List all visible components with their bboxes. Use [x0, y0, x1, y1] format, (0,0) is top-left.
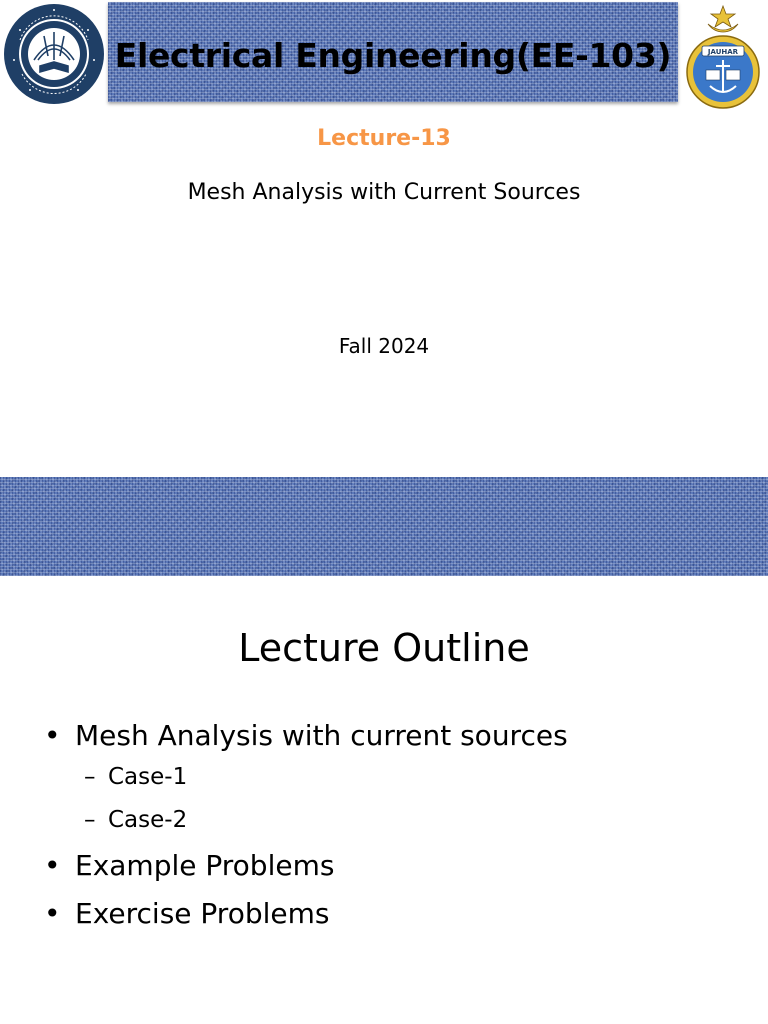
outline-item-label: Mesh Analysis with current sources: [75, 719, 568, 752]
bullet-icon: •: [44, 849, 61, 882]
outline-item-exercise-problems: [44, 896, 744, 940]
semester-label: Fall 2024: [338, 334, 430, 358]
course-title: Electrical Engineering(EE-103): [114, 36, 672, 75]
outline-heading: Lecture Outline: [238, 626, 530, 670]
lecture-topic: Mesh Analysis with Current Sources: [187, 180, 581, 205]
nust-seal-logo: [0, 0, 108, 108]
outline-subitem-case-1: [44, 762, 744, 805]
slide-divider-band: [0, 477, 768, 576]
title-banner: [108, 2, 678, 102]
outline-subitem-label: Case-1: [108, 764, 188, 790]
lecture-number: Lecture-13: [317, 126, 451, 151]
bullet-icon: •: [44, 719, 61, 752]
jauhar-emblem-logo: [680, 2, 766, 110]
bullet-icon: •: [44, 897, 61, 930]
outline-list: [44, 718, 744, 940]
svg-text:JAUHAR: JAUHAR: [707, 48, 739, 56]
outline-subitem-case-2: [44, 805, 744, 848]
dash-icon: –: [84, 764, 96, 790]
outline-subitem-label: Case-2: [108, 807, 188, 833]
dash-icon: –: [84, 807, 96, 833]
outline-item-mesh-analysis: [44, 718, 744, 762]
outline-item-label: Exercise Problems: [75, 897, 330, 930]
outline-item-example-problems: [44, 848, 744, 896]
outline-item-label: Example Problems: [75, 849, 335, 882]
